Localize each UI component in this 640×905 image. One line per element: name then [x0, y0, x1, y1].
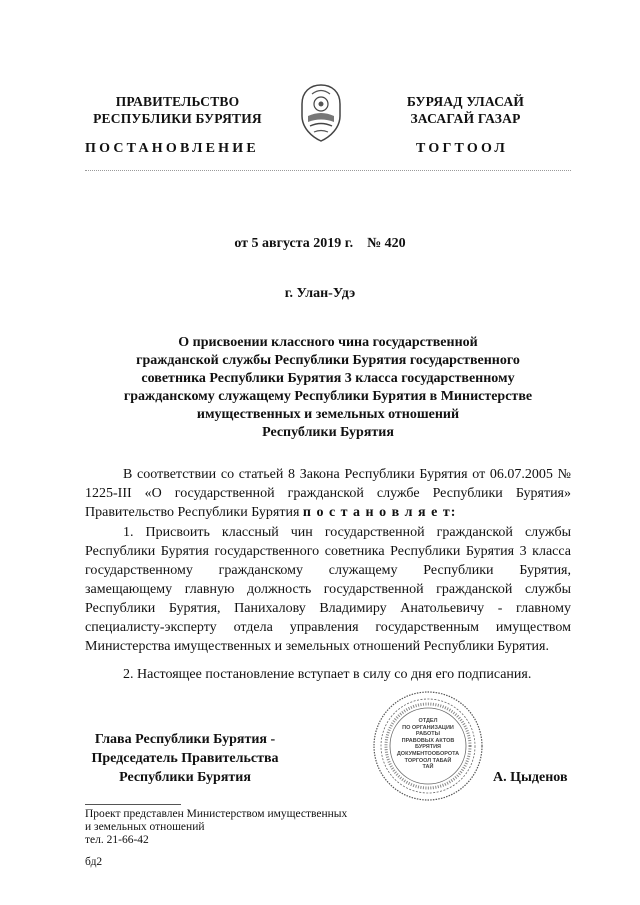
- title-line: гражданской службы Республики Бурятия государственного: [136, 353, 520, 368]
- stamp-line: ДОКУМЕНТООБОРОТА: [396, 750, 460, 757]
- preamble-text: В соответствии со статьей 8 Закона Республики Бурятия от 06.07.2005 № 1225-III «О государственной гражданской службе Республики Бурятия» Правительство Республики Бурятия: [85, 467, 571, 520]
- signatory-position: [85, 730, 285, 787]
- title-line: О присвоении классного чина государственной: [178, 335, 478, 350]
- stamp-line: ПРАВОВЫХ АКТОВ: [401, 737, 455, 744]
- decree-word: п о с т а н о в л я е т:: [302, 505, 457, 520]
- stamp-text: [390, 718, 466, 771]
- government-name-ru: [90, 93, 265, 127]
- doctype-ru: ПОСТАНОВЛЕНИЕ: [85, 141, 259, 156]
- footer-phone: тел. 21-66-42: [85, 834, 149, 846]
- document-title: [85, 334, 571, 442]
- stamp-line: БУРЯТИЯ: [415, 744, 441, 751]
- item-1-paragraph: 1. Присвоить классный чин государственной гражданской службы Республики Бурятия государственного советника Республики Бурятия 3 класса государственному гражданскому служащему Республики Бурятия, замещающему главную должность государственной гражданской службы Республики Бурятия, Панихалову Владимиру Анатольевичу - главному специалисту-эксперту отдела управления государственным имуществом Министерства имущественных и земельных отношений Республики Бурятия.: [85, 525, 571, 654]
- city: г. Улан-Удэ: [284, 286, 356, 301]
- footer-note: [85, 808, 347, 847]
- date-number: от 5 августа 2019 г. № 420: [234, 236, 406, 251]
- signatory-position-line1: Глава Республики Бурятия -: [94, 732, 276, 747]
- document-body: [85, 465, 571, 684]
- title-line: гражданскому служащему Республики Бурятия в Министерстве: [123, 389, 533, 404]
- footer-line1: Проект представлен Министерством имущественных: [85, 808, 348, 820]
- stamp-line: ТАЙ: [422, 764, 434, 771]
- footer-divider: [85, 804, 181, 805]
- title-line: Республики Бурятия: [262, 425, 394, 440]
- preamble-paragraph: [85, 465, 571, 522]
- government-name-ru-line2: РЕСПУБЛИКИ БУРЯТИЯ: [93, 111, 262, 126]
- official-stamp: [372, 690, 484, 802]
- government-name-ru-line1: ПРАВИТЕЛЬСТВО: [115, 94, 240, 109]
- header-divider: [85, 170, 571, 171]
- signatory-position-line2: Председатель Правительства: [91, 751, 279, 766]
- doctype-bua: ТОГТООЛ: [416, 141, 509, 156]
- stamp-line: ОТДЕЛ: [418, 718, 438, 724]
- title-line: советника Республики Бурятия 3 класса государственному: [141, 371, 515, 386]
- stamp-line: ТОРГООЛ ТАБАЙ: [404, 757, 452, 764]
- footer-line2: и земельных отношений: [85, 821, 205, 833]
- stamp-line: РАБОТЫ: [415, 731, 441, 738]
- item-2-paragraph: 2. Настоящее постановление вступает в силу со дня его подписания.: [123, 667, 532, 682]
- signatory-name: А. Цыденов: [493, 770, 568, 785]
- government-name-bua-line1: БУРЯАД УЛАСАЙ: [406, 94, 525, 109]
- stamp-line: ПО ОРГАНИЗАЦИИ: [402, 724, 454, 731]
- title-line: имущественных и земельных отношений: [196, 407, 460, 422]
- signatory-position-line3: Республики Бурятия: [119, 770, 251, 785]
- government-name-bua-line2: ЗАСАГАЙ ГАЗАР: [410, 111, 521, 126]
- government-name-bua: [378, 93, 553, 127]
- footer-code: бд2: [85, 856, 103, 868]
- coat-of-arms-icon: [296, 82, 346, 144]
